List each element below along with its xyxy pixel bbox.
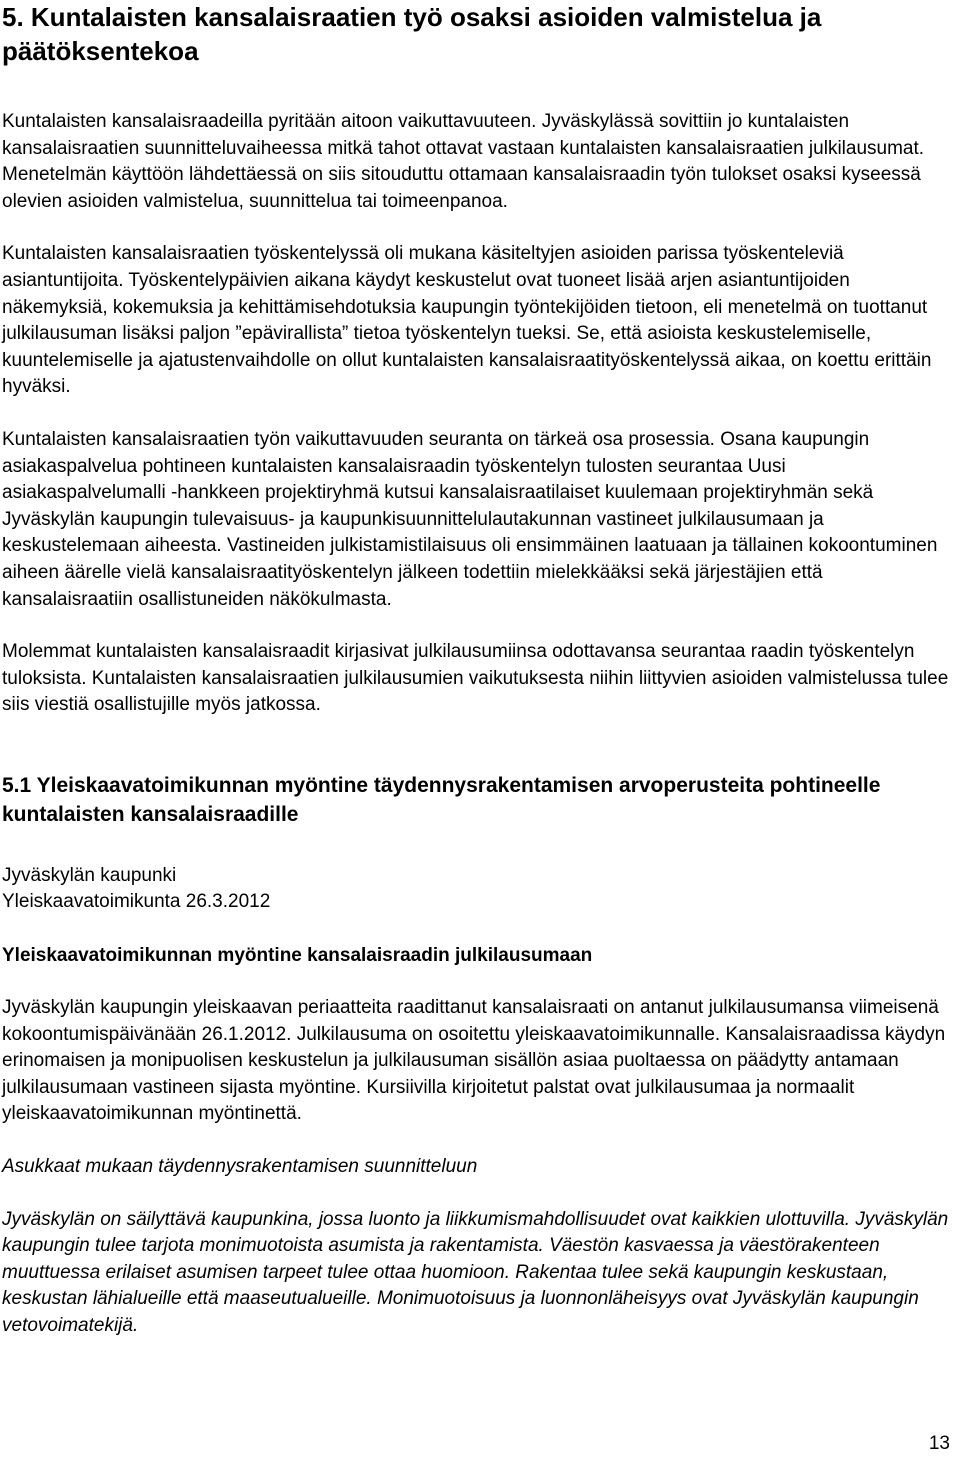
organization-name: Jyväskylän kaupunki (2, 864, 177, 886)
page-number: 13 (928, 1433, 950, 1454)
paragraph-follow-up: Kuntalaisten kansalaisraatien työn vaikuttavuuden seuranta on tärkeä osa prosessia. Osana kaupungin asiakaspalvelua pohtineen kuntalaisten kansalaisraadin työskentelyn tulosten seurantaa Uusi asiakaspalvelumalli -hankkeen projektiryhmä kutsui kansalaisraatilaiset kuulemaan projektiryhmän sekä Jyväskylän kaupungin tulevaisuus- ja kaupunkisuunnittelulautakunnan vastineet julkilausumaan ja keskustelemaan aiheesta. Vastineiden julkistamistilaisuus oli ensimmäinen laatuaan ja tällainen kokoontuminen aiheen äärelle vielä kansalaisraatityöskentelyn jälkeen todettiin mielekkääksi sekä järjestäjien että kansalaisraatiin osallistuneiden näkökulmasta. (2, 428, 938, 610)
committee-date: Yleiskaavatoimikunta 26.3.2012 (2, 891, 271, 913)
italic-heading: Asukkaat mukaan täydennysrakentamisen suunnitteluun (2, 1156, 478, 1178)
section-title: 5. Kuntalaisten kansalaisraatien työ osaksi asioiden valmistelua ja päätöksentekoa (2, 2, 822, 66)
paragraph-endorsement: Jyväskylän kaupungin yleiskaavan periaatteita raadittanut kansalaisraati on antanut julkilausumansa viimeisenä kokoontumispäivänään 26.1.2012. Julkilausuma on osoitettu yleiskaavatoimikunnalle. Kansalaisraadissa käydyn erinomaisen ja monipuolisen keskustelun ja julkilausuman sisällön asiaa puoltaessa on päädytty antamaan julkilausumaan vastineen sijasta myöntine. Kursiivilla kirjoitetut palstat ovat julkilausumaa ja normaalit yleiskaavatoimikunnan myöntinettä. (2, 997, 946, 1125)
statement-heading: Yleiskaavatoimikunnan myöntine kansalaisraadin julkilausumaan (2, 945, 593, 967)
paragraph-experts: Kuntalaisten kansalaisraatien työskentelyssä oli mukana käsiteltyjen asioiden parissa työskenteleviä asiantuntijoita. Työskentelypäivien aikana käydyt keskustelut ovat tuoneet lisää arjen asiantuntijoiden näkemyksiä, kokemuksia ja kehittämisehdotuksia kaupungin työntekijöiden tietoon, eli menetelmä on tuottanut julkilausuman lisäksi paljon ”epävirallista” tietoa työskentelyn tueksi. Se, että asioista keskustelemiselle, kuuntelemiselle ja ajatustenvaihdolle on ollut kuntalaisten kansalaisraatityöskentelyssä aikaa, on koettu erittäin hyväksi. (2, 243, 932, 398)
paragraph-intro: Kuntalaisten kansalaisraadeilla pyritään aitoon vaikuttavuuteen. Jyväskylässä sovittiin jo kuntalaisten kansalaisraatien suunnitteluvaiheessa mitkä tahot ottavat vastaan kuntalaisten kansalaisraatien julkilausumat. Menetelmän käyttöön lähdettäessä on siis sitouduttu ottamaan kansalaisraadin työn tulokset osaksi kyseessä olevien asioiden valmistelua, suunnittelua tai toimeenpanoa. (2, 111, 925, 212)
paragraph-statements: Molemmat kuntalaisten kansalaisraadit kirjasivat julkilausumiinsa odottavansa seurantaa raadin työskentelyn tuloksista. Kuntalaisten kansalaisraatien julkilausumien vaikutuksesta niihin liittyvien asioiden valmistelussa tulee siis viestiä osallistujille myös jatkossa. (2, 641, 949, 716)
subsection-title: 5.1 Yleiskaavatoimikunnan myöntine täydennysrakentamisen arvoperusteita pohtineelle kuntalaisten kansalaisraadille (2, 773, 881, 826)
organization-block (2, 863, 952, 916)
italic-paragraph: Jyväskylän on säilyttävä kaupunkina, jossa luonto ja liikkumismahdollisuudet ovat kaikkien ulottuvilla. Jyväskylän kaupungin tulee tarjota monimuotoista asumista ja rakentamista. Väestön kasvaessa ja väestörakenteen muuttuessa erilaiset asumisen tarpeet tulee ottaa huomioon. Rakentaa tulee sekä kaupungin keskustaan, keskustan lähialueille että maaseutualueille. Monimuotoisuus ja luonnonläheisyys ovat Jyväskylän kaupungin vetovoimatekijä. (2, 1208, 949, 1336)
